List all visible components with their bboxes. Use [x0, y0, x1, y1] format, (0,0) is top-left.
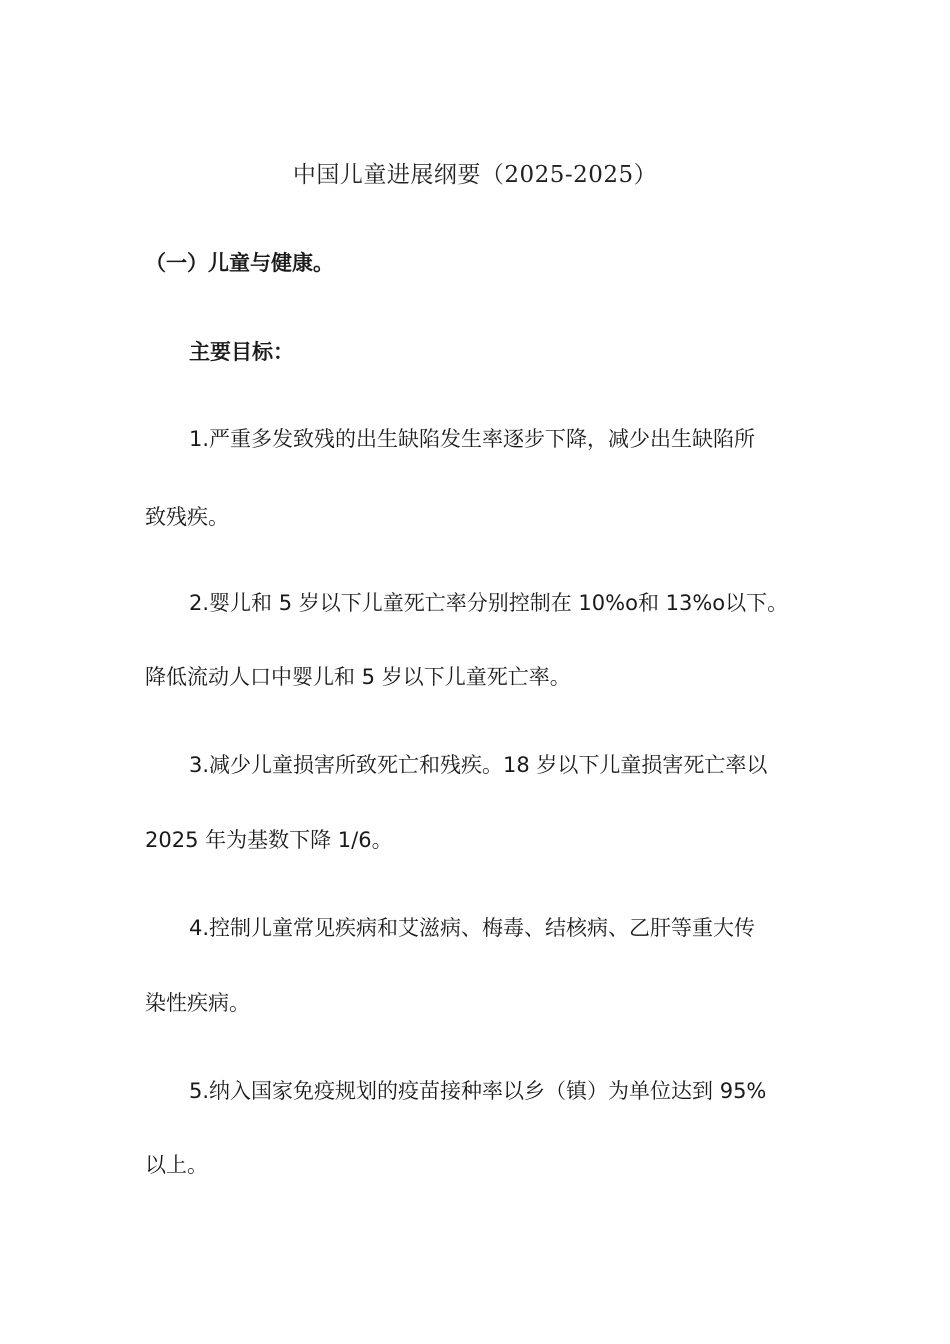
document-title: 中国儿童进展纲要（2025-2025）	[292, 162, 658, 188]
paragraph-5-line-1: 5.纳入国家免疫规划的疫苗接种率以乡（镇）为单位达到 95%	[189, 1079, 767, 1103]
paragraph-3-line-1: 3.减少儿童损害所致死亡和残疾。18 岁以下儿童损害死亡率以	[189, 753, 768, 777]
section-heading: （一）儿童与健康。	[145, 251, 334, 275]
paragraph-1-line-1: 1.严重多发致残的出生缺陷发生率逐步下降，减少出生缺陷所	[189, 427, 756, 451]
paragraph-5-line-2: 以上。	[145, 1153, 208, 1177]
paragraph-4-line-1: 4.控制儿童常见疾病和艾滋病、梅毒、结核病、乙肝等重大传	[189, 916, 756, 940]
subheading-main-goals: 主要目标：	[189, 340, 294, 364]
paragraph-3-line-2: 2025 年为基数下降 1/6。	[145, 828, 393, 852]
paragraph-1-line-2: 致残疾。	[145, 505, 229, 529]
paragraph-2-line-2: 降低流动人口中婴儿和 5 岁以下儿童死亡率。	[145, 665, 571, 689]
paragraph-2-line-1: 2.婴儿和 5 岁以下儿童死亡率分别控制在 10%o和 13%o以下。	[189, 591, 789, 615]
paragraph-4-line-2: 染性疾病。	[145, 991, 250, 1015]
